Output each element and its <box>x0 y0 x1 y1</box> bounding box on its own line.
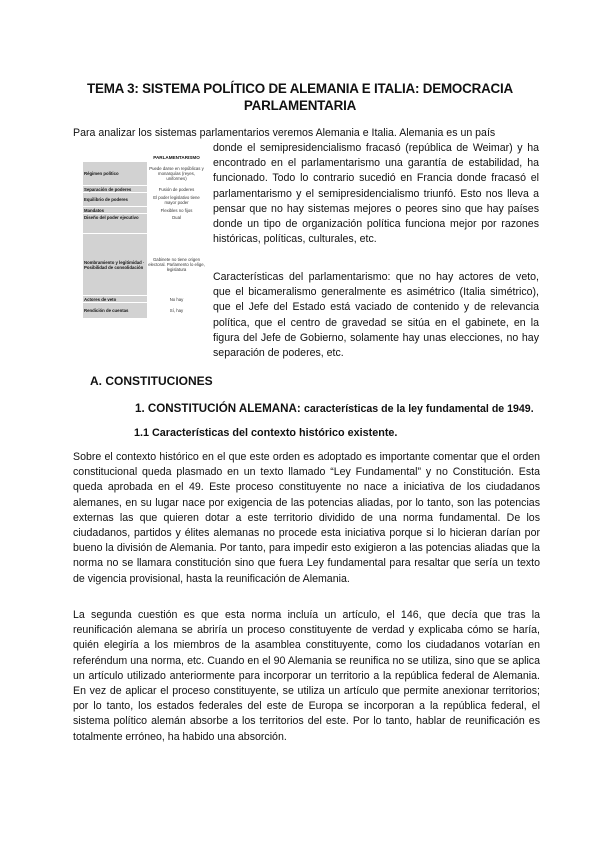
table-row: Rendición de cuentas Sí, hay <box>83 303 206 319</box>
intro-first-line: Para analizar los sistemas parlamentarios veremos Alemania e Italia. Alemania es un país <box>73 127 496 139</box>
title-line-1: TEMA 3: SISTEMA POLÍTICO DE ALEMANIA E ITALIA: DEMOCRACIA <box>86 81 514 96</box>
intro-paragraph-rest: donde el semipresidencialismo fracasó (república de Weimar) y ha encontrado en el parlamentarismo una garantía de estabilidad, ha funcionado. Todo lo contrario sucedió en Francia donde fracasó el parlamentarismo y el semipresidencialismo triunfó. Esto nos lleva a pensar que no hay sistemas mejores o peores sino que hay países donde un tipo de organización política funciona mejor por razones históricas, políticas, culturales, etc. <box>213 142 539 246</box>
table-row: Actores de veto No hay <box>83 296 206 303</box>
parliamentarism-paragraph: Características del parlamentarismo: que no hay actores de veto, que el bicameralismo generalmente es asimétrico (Italia simétrico), que el Jefe del Estado está vaciado de contenido y de relevancia política, que el centro de gravedad se sitúa en el gabinete, en la figura del Jefe de Gobierno, solamente hay unas elecciones, no hay separación de poderes, etc. <box>213 271 539 360</box>
section-1-sub: características de la ley fundamental de 1949. <box>303 403 534 415</box>
body-paragraph-1: Sobre el contexto histórico en el que este orden es adoptado es importante comentar que el orden constitucional queda plasmado en un texto llamado “Ley Fundamental” y no Constitución. Esta queda aprobada en el 49. Este proceso constituyente no nace a iniciativa de los ciudadanos alemanes, en su lugar nace por exigencia de las potencias aliadas, por lo tanto, son las potencias externas las que quieren dotar a este territorio dividido de una norma fundamental. De los ciudadanos, partidos y élites alemanas no procede esta iniciativa porque si lo hicieran darían por bueno la división de Alemania. Por tanto, para impedir esto exigieron a las potencias aliadas que la norma no se llamara constitución sino que fuera Ley fundamental para resaltar que sería un texto de vigencia provisional, hasta la reunificación de Alemania. <box>73 451 540 585</box>
section-1-main: 1. CONSTITUCIÓN ALEMANA: <box>135 402 301 415</box>
table-row: Separación de poderes Fusión de poderes <box>83 186 206 193</box>
table-row: Equilibrio de poderes El poder legislativo tiene mayor poder <box>83 193 206 207</box>
table-row: Nombramiento y legitimidad · Posibilidad de consolidación Gabinete no tiene origen electoral. Parlamento lo elige, legislatura <box>83 234 206 296</box>
section-1-heading <box>135 402 534 415</box>
section-1-1-heading: 1.1 Características del contexto histórico existente. <box>134 427 398 439</box>
table-header: PARLAMENTARISMO <box>153 155 200 160</box>
table-row: Régimen político Puede darse en repúblicas y monarquías (reyes, uniformes) <box>83 162 206 186</box>
body-paragraph-2: La segunda cuestión es que esta norma incluía un artículo, el 146, que decía que tras la reunificación alemana se abriría un proceso constituyente de verdad y explicaba cómo se haría, quién elegiría a los miembros de la asamblea constituyente, como los ciudadanos votarían en referéndum una norma, etc. Cuando en el 90 Alemania se reunifica no se utiliza, sino que se aplica un artículo utilizado anteriormente para incorporar un territorio a la república federal de Alemania. En vez de aplicar el proceso constituyente, se utiliza un artículo que permite anexionar territorios; por lo tanto, los estados federales del este de Europa se incorporan a la república federal, el sistema político alemán absorbe a los territorios del este. Por lo tanto, hablar de reunificación es totalmente erróneo, ha habido una absorción. <box>73 609 540 743</box>
comparison-table <box>83 154 206 318</box>
table-row: Diseño del poder ejecutivo Dual <box>83 214 206 234</box>
page-title <box>60 80 540 114</box>
table-row: Mandatos Flexibles no fijos <box>83 207 206 214</box>
title-line-2: PARLAMENTARIA <box>243 98 357 113</box>
section-a-heading: A. CONSTITUCIONES <box>90 374 213 388</box>
